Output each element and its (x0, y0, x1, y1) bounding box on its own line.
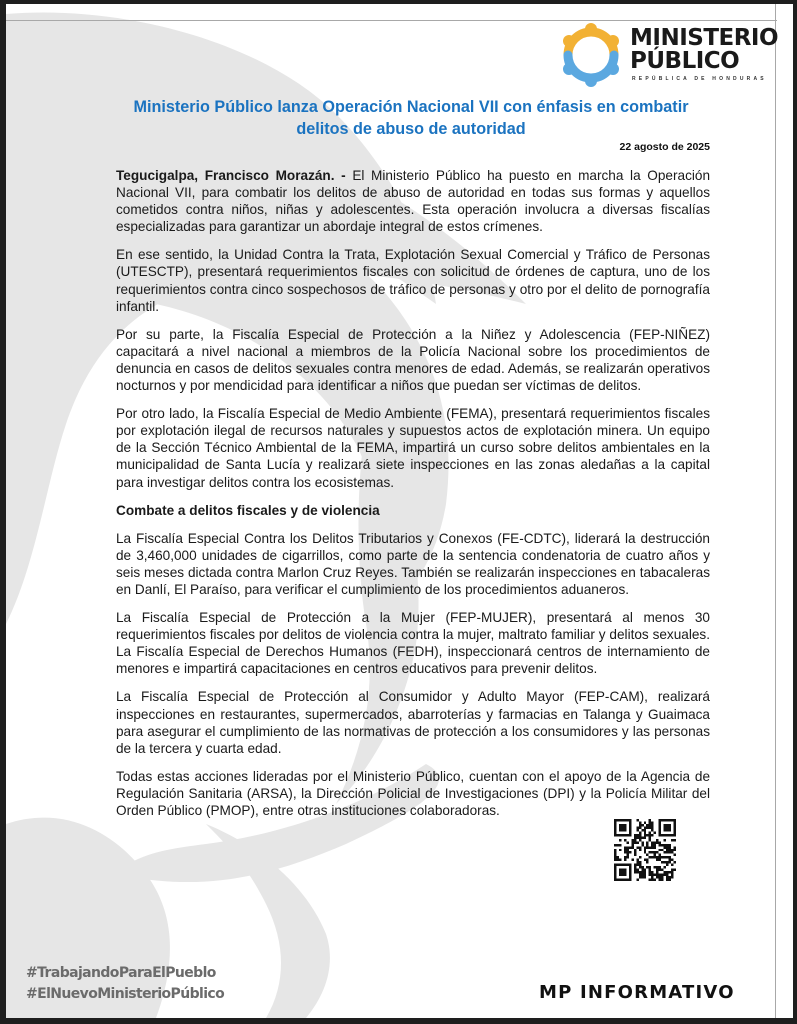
logo-people-ring-icon (558, 22, 624, 88)
qr-code-icon[interactable] (614, 819, 676, 881)
logo-wordmark-line1: MINISTERIO (630, 25, 779, 51)
hashtag-nuevo-ministerio: #ElNuevoMinisterioPúblico (26, 986, 225, 1002)
section-subheading: Combate a delitos fiscales y de violencia (116, 502, 380, 518)
logo-wordmark-line2: PÚBLICO (630, 48, 740, 74)
lead-paragraph (116, 167, 710, 235)
top-rule (6, 20, 777, 21)
paragraph-fe-cdtc: La Fiscalía Especial Contra los Delitos Tributarios y Conexos (FE-CDTC), liderará la destrucción de 3,460,000 unidades de cigarrillos, como parte de la sentencia condenatoria de cuatro años y seis meses dictada contra Marlon Cruz Reyes. También se realizarán inspecciones en tabacaleras en Danlí, El Paraíso, para verificar el cumplimiento de los procedimientos aduaneros. (116, 530, 710, 597)
paragraph-utesctp: En ese sentido, la Unidad Contra la Trata, Explotación Sexual Comercial y Tráfico de Personas (UTESCTP), presentará requerimientos fiscales con solicitud de órdenes de captura, uno de los requerimientos contra cinco sospechosos de tráfico de personas y otro por el delito de pornografía infantil. (116, 247, 710, 314)
lead-text: El Ministerio Público ha puesto en marcha la Operación Nacional VII, para combatir los delitos de abuso de autoridad en todas sus formas y aquellos cometidos contra niños, niñas y adolescentes. Esta operación involucra a diversas fiscalías especializadas para garantizar un abordaje integral de estos crímenes. (116, 168, 711, 235)
article-body (116, 167, 710, 830)
right-rule (775, 4, 776, 1018)
paragraph-closing: Todas estas acciones lideradas por el Ministerio Público, cuentan con el apoyo de la Agencia de Regulación Sanitaria (ARSA), la Dirección Policial de Investigaciones (DPI) y la Policía Militar del Orden Público (PMOP), entre otras instituciones colaboradoras. (116, 768, 710, 818)
article-date: 22 agosto de 2025 (619, 141, 710, 153)
lead-location: Tegucigalpa, Francisco Morazán. - (116, 168, 346, 183)
paragraph-fep-cam: La Fiscalía Especial de Protección al Consumidor y Adulto Mayor (FEP-CAM), realizará inspecciones en restaurantes, supermercados, abarroterías y farmacias en Talanga y Guaimaca para asegurar el cumplimiento de las normativas de protección a los consumidores y las personas de la tercera y cuarta edad. (116, 689, 710, 756)
paragraph-fep-mujer: La Fiscalía Especial de Protección a la Mujer (FEP-MUJER), presentará al menos 30 requerimientos fiscales por delitos de violencia contra la mujer, maltrato familiar y delitos sexuales. La Fiscalía Especial de Derechos Humanos (FEDH), inspeccionará centros de internamiento de menores e impartirá capacitaciones en centros educativos para prevenir delitos. (116, 610, 710, 677)
footer-brand: MP INFORMATIVO (539, 982, 735, 1003)
article-title: Ministerio Público lanza Operación Nacional VII con énfasis en combatir delitos de abuso de autoridad (133, 98, 689, 138)
hashtags (26, 963, 224, 1005)
document-page (6, 4, 793, 1018)
hashtag-trabajando: #TrabajandoParaElPueblo (26, 965, 216, 981)
paragraph-fep-ninez: Por su parte, la Fiscalía Especial de Protección a la Niñez y Adolescencia (FEP-NIÑEZ) capacitará a nivel nacional a miembros de la Policía Nacional sobre los procedimientos de denuncia en casos de delitos sexuales contra menores de edad. Además, se realizarán operativos nocturnos y por mendicidad para identificar a niños que puedan ser víctimas de delitos. (116, 326, 710, 394)
logo-subtitle: REPÚBLICA DE HONDURAS (632, 76, 767, 82)
ministerio-publico-logo (558, 22, 779, 88)
paragraph-fema: Por otro lado, la Fiscalía Especial de Medio Ambiente (FEMA), presentará requerimientos fiscales por explotación ilegal de recursos naturales y supuestos actos de explotación minera. Un equipo de la Sección Técnico Ambiental de la FEMA, impartirá un curso sobre delitos ambientales en la municipalidad de Santa Lucía y realizará siete inspecciones en las zonas aledañas a la capital para investigar delitos contra los ecosistemas. (116, 406, 710, 490)
